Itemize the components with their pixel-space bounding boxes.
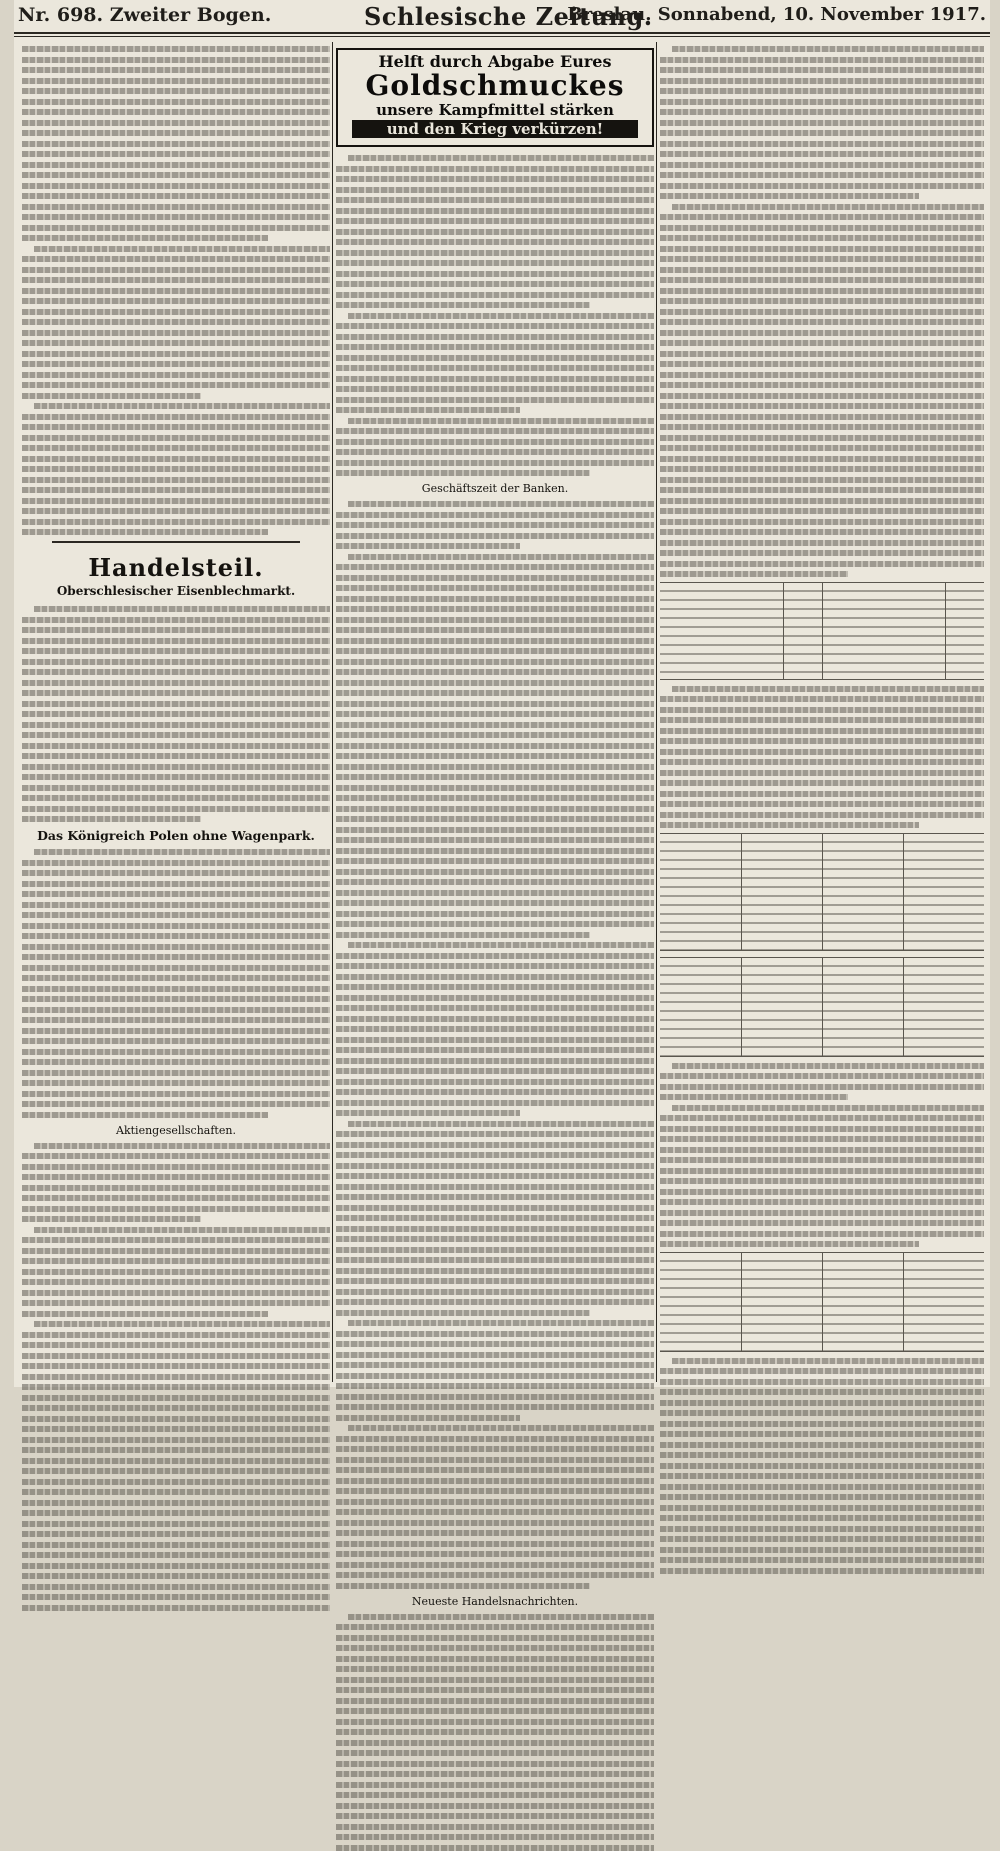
masthead: [14, 4, 990, 32]
left-column: [22, 46, 330, 1376]
text-block-wien: [660, 686, 984, 829]
text-block-eisenblechmarkt: [22, 606, 330, 822]
text-block-neueste: [336, 1614, 654, 1851]
aktien-heading: Aktiengesellschaften.: [116, 1123, 236, 1137]
handelsteil-heading: Handelsteil.: [88, 553, 264, 582]
ad-line-2: Goldschmuckes: [365, 69, 625, 102]
text-block-market-reports: [660, 46, 984, 577]
text-block-produktenmarkt: [660, 1358, 984, 1574]
text-block-local-news: [22, 46, 330, 535]
ad-line-1: Helft durch Abgabe Eures: [378, 52, 612, 71]
paris-table: [660, 833, 984, 951]
issue-number: Nr. 698. Zweiter Bogen.: [18, 4, 272, 26]
column-divider-2: [656, 42, 657, 1382]
ad-line-3: unsere Kampfmittel stärken: [376, 101, 614, 119]
devisen-table: [660, 582, 984, 680]
polen-heading: Das Königreich Polen ohne Wagenpark.: [37, 828, 315, 843]
masthead-rule-top: [14, 32, 990, 34]
issue-date: Breslau. Sonnabend, 10. November 1917.: [567, 4, 986, 25]
ad-line-4: und den Krieg verkürzen!: [352, 120, 638, 138]
newspaper-title: Schlesische Zeitung.: [364, 2, 653, 31]
right-column: [660, 46, 984, 1376]
column-divider-1: [332, 42, 333, 1382]
gold-donation-advertisement: [336, 48, 654, 147]
text-block-company-reports: [336, 155, 654, 476]
neueste-heading: Neueste Handelsnachrichten.: [411, 1594, 579, 1608]
masthead-rule-bottom: [14, 36, 990, 37]
text-block-polen: [22, 849, 330, 1118]
section-rule: [52, 541, 300, 543]
newspaper-page: [14, 0, 990, 1608]
london-table: [660, 957, 984, 1057]
text-block-geschaeftszeit: [336, 501, 654, 549]
text-block-amsterdam-newyork: [660, 1063, 984, 1248]
geschaeftszeit-heading: Geschäftszeit der Banken.: [421, 482, 569, 495]
text-block-aktien: [22, 1143, 330, 1611]
middle-column: [336, 46, 654, 1608]
handelsteil-subheading: Oberschlesischer Eisenblechmarkt.: [56, 584, 296, 598]
text-block-brauereien: [336, 554, 654, 1589]
newyork-table: [660, 1252, 984, 1352]
